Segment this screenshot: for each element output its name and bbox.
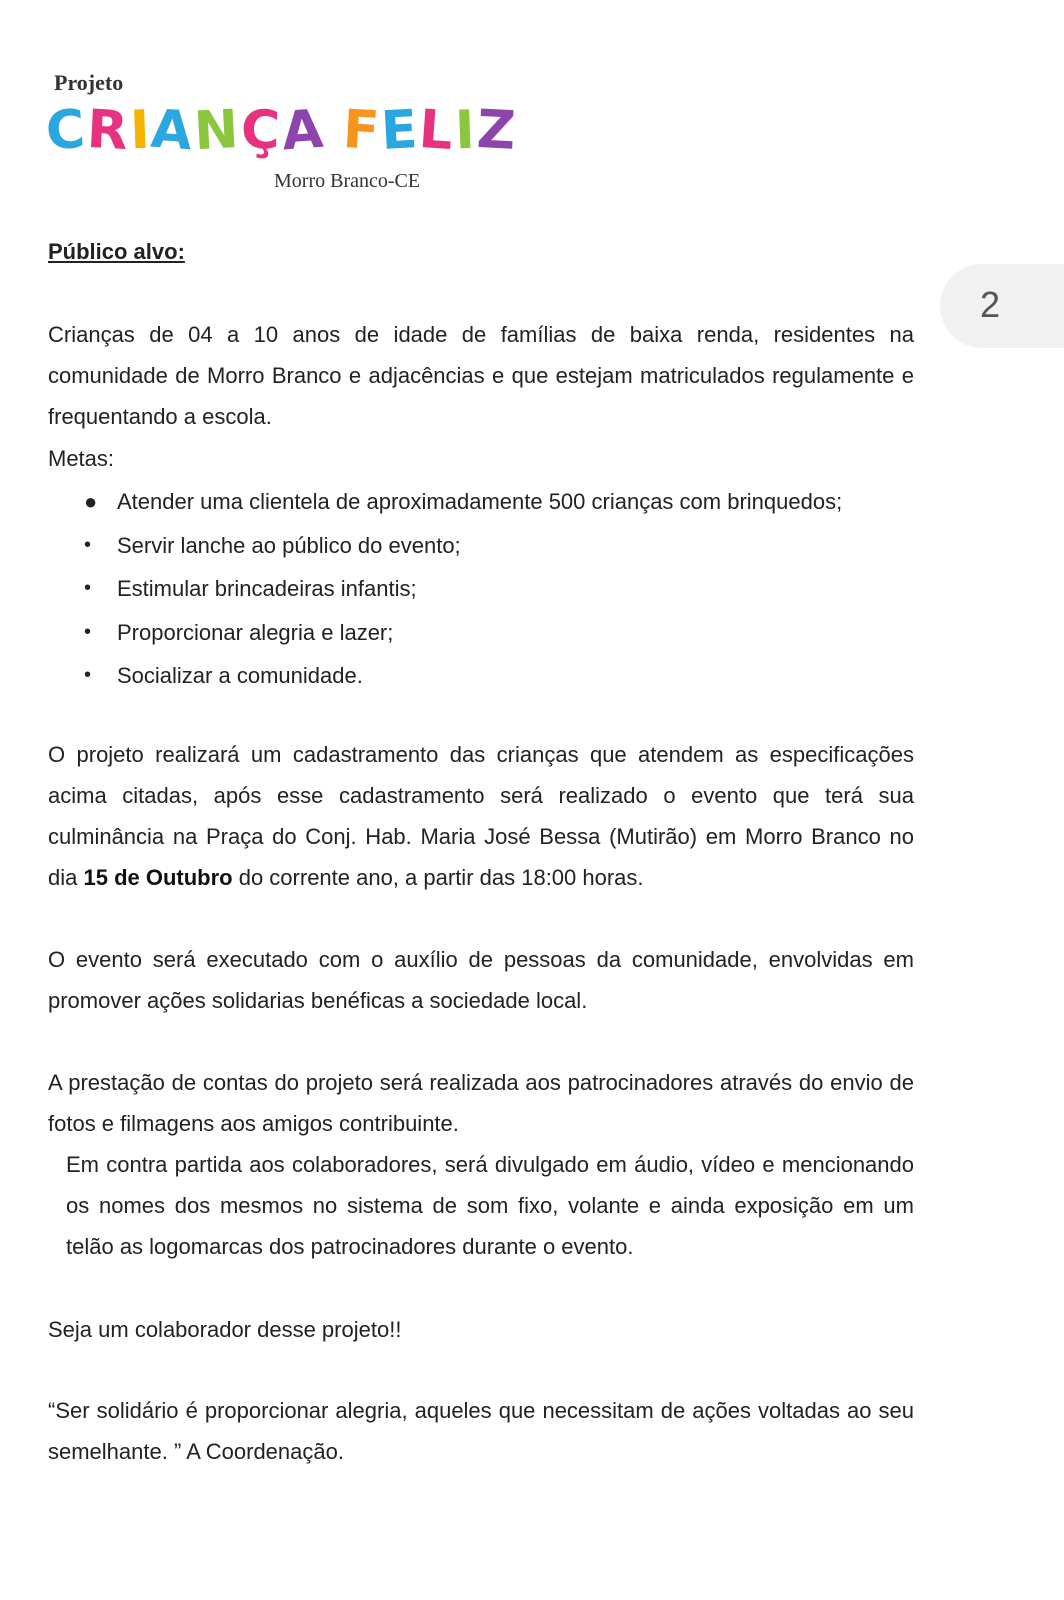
- accountability-paragraph: A prestação de contas do projeto será realizada aos patrocinadores através do envio de fotos e filmagens aos amigos contribuinte.: [48, 1070, 914, 1136]
- logo-subtitle: Morro Branco-CE: [274, 170, 421, 192]
- project-logo: [43, 66, 519, 206]
- project-paragraph-part1: O projeto realizará um cadastramento das crianças que atendem as especificações acima citadas, após esse cadastramento será realizado o evento que terá sua culminância na Praça do Conj. Hab. Maria José Bessa (Mutirão) em Morro Branco no dia: [48, 742, 914, 890]
- logo-letter: A: [149, 98, 197, 163]
- project-paragraph: [48, 734, 914, 898]
- section-heading: Público alvo:: [48, 239, 185, 264]
- meta-item: [48, 480, 914, 524]
- logo-letter: N: [192, 98, 243, 163]
- meta-item-text: Proporcionar alegria e lazer;: [117, 619, 394, 645]
- counterpart-paragraph: Em contra partida aos colaboradores, será divulgado em áudio, vídeo e mencionando os nomes dos mesmos no sistema de som fixo, volante e ainda exposição em um telão as logomarcas dos patrocinadores durante o evento.: [66, 1152, 914, 1259]
- bullet-icon: •: [84, 620, 92, 643]
- logo-letter: L: [417, 98, 458, 163]
- event-date: 15 de Outubro: [83, 865, 233, 890]
- metas-list: [48, 480, 914, 698]
- project-paragraph-part2: do corrente ano, a partir das 18:00 horas.: [232, 865, 644, 890]
- call-to-action: Seja um colaborador desse projeto!!: [48, 1317, 402, 1342]
- logo-letter: F: [341, 99, 383, 162]
- meta-item: [48, 611, 914, 655]
- logo-letter: R: [85, 98, 132, 163]
- event-paragraph: O evento será executado com o auxílio de pessoas da comunidade, envolvidas em promover ações solidarias benéficas a sociedade local.: [48, 947, 914, 1013]
- meta-item: [48, 654, 914, 698]
- metas-label: Metas:: [48, 446, 115, 471]
- bullet-icon: •: [84, 664, 92, 686]
- page-number: 2: [980, 284, 1001, 325]
- logo-letter: I: [453, 99, 478, 162]
- meta-item-text: Socializar a comunidade.: [117, 663, 363, 688]
- page-number-tab: [940, 264, 1064, 348]
- meta-item: [48, 524, 914, 568]
- logo-letter: Ç: [239, 99, 283, 162]
- logo-letter: A: [279, 98, 327, 163]
- logo-letter: E: [379, 99, 421, 162]
- logo-letter: I: [128, 99, 153, 162]
- logo-letter: C: [43, 98, 89, 163]
- intro-paragraph: Crianças de 04 a 10 anos de idade de famílias de baixa renda, residentes na comunidade de Morro Branco e adjacências e que estejam matriculados regulamente e frequentando a escola.: [48, 322, 914, 429]
- logo-letter: Z: [475, 98, 519, 163]
- bullet-icon: •: [84, 577, 92, 599]
- bullet-icon: •: [84, 533, 92, 556]
- meta-item-text: Atender uma clientela de aproximadamente 500 crianças com brinquedos;: [117, 489, 843, 514]
- meta-item-text: Estimular brincadeiras infantis;: [117, 576, 417, 601]
- logo-title: [43, 98, 519, 163]
- closing-quote: “Ser solidário é proporcionar alegria, aqueles que necessitam de ações voltadas ao seu semelhante. ” A Coordenação.: [48, 1398, 914, 1464]
- meta-item: [48, 567, 914, 611]
- meta-item-text: Servir lanche ao público do evento;: [117, 532, 461, 558]
- logo-prefix: Projeto: [54, 70, 124, 95]
- bullet-icon: ●: [84, 489, 98, 514]
